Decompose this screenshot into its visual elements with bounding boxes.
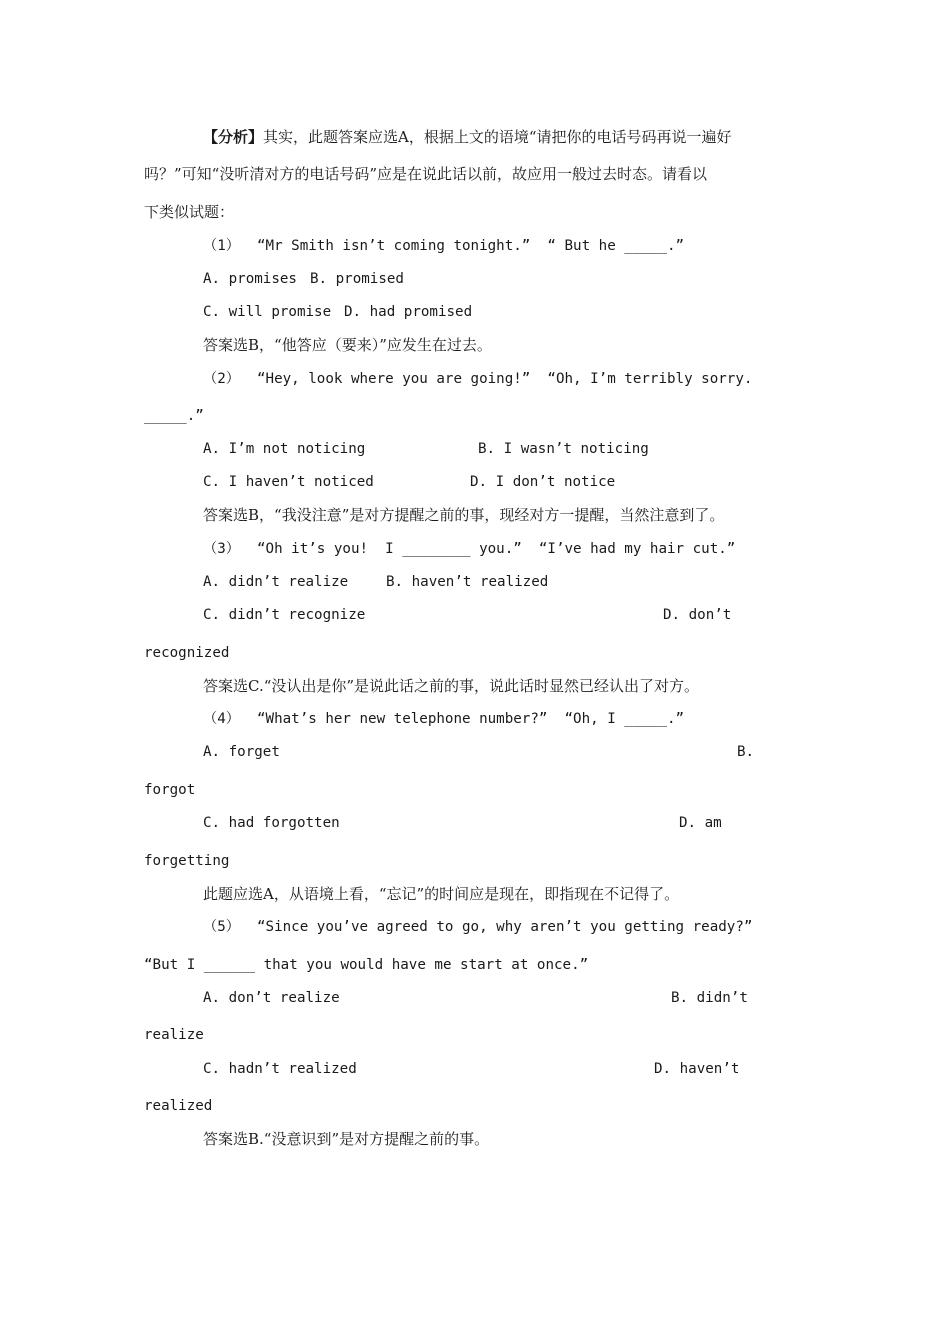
analysis-heading: 【分析】	[203, 128, 264, 146]
q4-question: （4） “What’s her new telephone number?” “Oh, I _____.”	[203, 711, 685, 727]
q5-option-d: D. haven’t	[654, 1061, 740, 1077]
q2-option-a: A. I’m not noticing	[203, 441, 366, 457]
q3-option-d: D. don’t	[663, 607, 732, 623]
q5-option-b-continued: realize	[144, 1027, 204, 1043]
q2-option-d: D. I don’t notice	[470, 474, 616, 490]
q3-option-c: C. didn’t recognize	[203, 607, 366, 623]
q5-answer: 答案选B.“没意识到”是对方提醒之前的事。	[203, 1130, 490, 1148]
q4-answer: 此题应选A，从语境上看，“忘记”的时间应是现在，即指现在不记得了。	[203, 885, 680, 903]
q5-option-b: B. didn’t	[671, 990, 748, 1006]
q1-option-d: D. had promised	[344, 304, 473, 320]
q2-option-b: B. I wasn’t noticing	[478, 441, 649, 457]
analysis-line-3: 下类似试题：	[144, 203, 235, 221]
q1-question: （1） “Mr Smith isn’t coming tonight.” “ But he _____.”	[203, 238, 685, 254]
q2-question-line-1: （2） “Hey, look where you are going!” “Oh, I’m terribly sorry.	[203, 371, 753, 387]
q1-option-c: C. will promise	[203, 304, 332, 320]
q1-option-b: B. promised	[310, 271, 404, 287]
q5-option-c: C. hadn’t realized	[203, 1061, 357, 1077]
q5-question-line-1: （5） “Since you’ve agreed to go, why aren’t you getting ready?”	[203, 919, 753, 935]
q4-option-c: C. had forgotten	[203, 815, 340, 831]
q3-option-a: A. didn’t realize	[203, 574, 349, 590]
q3-answer: 答案选C.“没认出是你”是说此话之前的事，说此话时显然已经认出了对方。	[203, 677, 700, 695]
q2-answer: 答案选B，“我没注意”是对方提醒之前的事，现经对方一提醒，当然注意到了。	[203, 506, 725, 524]
q4-option-a: A. forget	[203, 744, 280, 760]
q4-option-b-continued: forgot	[144, 782, 196, 798]
q1-answer: 答案选B，“他答应（要来）”应发生在过去。	[203, 336, 492, 354]
q2-option-c: C. I haven’t noticed	[203, 474, 374, 490]
q5-option-d-continued: realized	[144, 1098, 213, 1114]
analysis-line-2: 吗？”可知“没听清对方的电话号码”应是在说此话以前，故应用一般过去时态。请看以	[144, 165, 708, 183]
analysis-text-1: 其实，此题答案应选A，根据上文的语境“请把你的电话号码再说一遍好	[263, 128, 732, 146]
q2-question-line-2: _____.”	[144, 408, 204, 424]
q4-option-b: B.	[737, 744, 755, 760]
q5-question-line-2: “But I ______ that you would have me start at once.”	[144, 957, 589, 973]
q3-question: （3） “Oh it’s you! I ________ you.” “I’ve had my hair cut.”	[203, 541, 736, 557]
analysis-line-1	[203, 127, 732, 147]
q3-option-b: B. haven’t realized	[386, 574, 549, 590]
q5-option-a: A. don’t realize	[203, 990, 340, 1006]
q3-option-d-continued: recognized	[144, 645, 230, 661]
q1-option-a: A. promises	[203, 271, 297, 287]
q4-option-d: D. am	[679, 815, 722, 831]
q4-option-d-continued: forgetting	[144, 853, 230, 869]
